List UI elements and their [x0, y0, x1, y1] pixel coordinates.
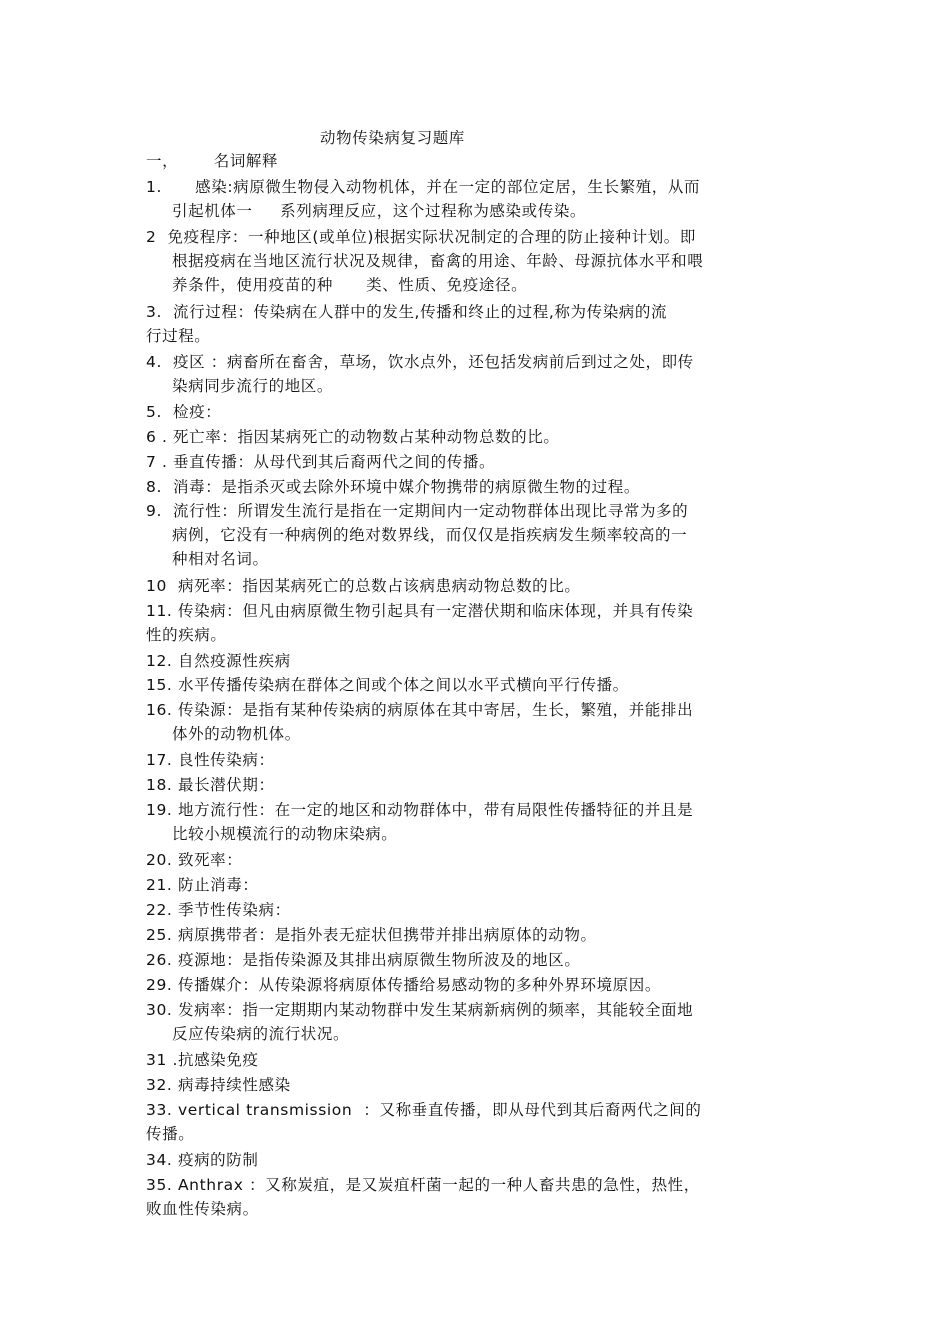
- text-line-l4b: 染病同步流行的地区。: [172, 377, 334, 395]
- text-line-l16a: 16. 传染源：是指有某种传染病的病原体在其中寄居，生长，繁殖，并能排出: [146, 701, 694, 719]
- text-line-l3b: 行过程。: [146, 327, 211, 345]
- text-line-l20: 20. 致死率：: [146, 851, 243, 869]
- section-number: 一，: [146, 152, 179, 170]
- text-line-l2b: 根据疫病在当地区流行状况及规律，畜禽的用途、年龄、母源抗体水平和喂: [172, 252, 704, 270]
- text-line-l15: 15. 水平传播传染病在群体之间或个体之间以水平式横向平行传播。: [146, 676, 629, 694]
- text-line-l8: 8. 消毒：是指杀灭或去除外环境中媒介物携带的病原微生物的过程。: [146, 478, 640, 496]
- section-label: 名词解释: [213, 152, 279, 170]
- text-line-l33b: 传播。: [146, 1125, 195, 1143]
- text-line-l17: 17. 良性传染病：: [146, 751, 275, 769]
- text-line-l2c: 养条件，使用疫苗的种 类、性质、免疫途径。: [172, 276, 528, 294]
- text-line-l10: 10 病死率：指因某病死亡的总数占该病患病动物总数的比。: [146, 577, 581, 595]
- text-line-l4a: 4. 疫区 ：病畜所在畜舍，草场，饮水点外，还包括发病前后到过之处，即传: [146, 353, 694, 371]
- text-line-l3a: 3. 流行过程：传染病在人群中的发生,传播和终止的过程,称为传染病的流: [146, 303, 668, 321]
- text-line-l32: 32. 病毒持续性感染: [146, 1076, 291, 1094]
- text-line-l6: 6 . 死亡率：指因某病死亡的动物数占某种动物总数的比。: [146, 428, 560, 446]
- text-line-l2a: 2 免疫程序：一种地区(或单位)根据实际状况制定的合理的防止接种计划。即: [146, 228, 697, 246]
- text-line-l22: 22. 季节性传染病：: [146, 901, 291, 919]
- text-line-l12: 12. 自然疫源性疾病: [146, 652, 291, 670]
- text-line-l33a: 33. vertical transmission ：又称垂直传播，即从母代到其后裔两代之间的: [146, 1101, 702, 1119]
- text-line-l21: 21. 防止消毒：: [146, 876, 259, 894]
- text-line-l18: 18. 最长潜伏期：: [146, 776, 275, 794]
- section-heading: [146, 150, 278, 172]
- text-line-l11a: 11. 传染病：但凡由病原微生物引起具有一定潜伏期和临床体现，并具有传染: [146, 602, 694, 620]
- text-line-l19b: 比较小规模流行的动物床染病。: [172, 825, 398, 843]
- text-line-l35a: 35. Anthrax ：又称炭疽，是又炭疽杆菌一起的一种人畜共患的急性，热性，: [146, 1176, 700, 1194]
- text-line-l30b: 反应传染病的流行状况。: [172, 1025, 350, 1043]
- text-line-l9c: 种相对名词。: [172, 550, 269, 568]
- text-line-l1a: 1. 感染:病原微生物侵入动物机体，并在一定的部位定居，生长繁殖，从而: [146, 178, 701, 196]
- text-line-l11b: 性的疾病。: [146, 626, 227, 644]
- text-line-l1b: 引起机体一 系列病理反应，这个过程称为感染或传染。: [172, 202, 587, 220]
- text-line-l9a: 9. 流行性：所谓发生流行是指在一定期间内一定动物群体出现比寻常为多的: [146, 502, 689, 520]
- document-title: 动物传染病复习题库: [320, 129, 465, 147]
- text-line-l19a: 19. 地方流行性：在一定的地区和动物群体中，带有局限性传播特征的并且是: [146, 801, 694, 819]
- text-line-l25: 25. 病原携带者：是指外表无症状但携带并排出病原体的动物。: [146, 926, 597, 944]
- text-line-l34: 34. 疫病的防制: [146, 1151, 259, 1169]
- text-line-l16b: 体外的动物机体。: [172, 725, 301, 743]
- text-line-l5: 5. 检疫：: [146, 403, 222, 421]
- text-line-l29: 29. 传播媒介：从传染源将病原体传播给易感动物的多种外界环境原因。: [146, 976, 661, 994]
- text-line-l30a: 30. 发病率：指一定期期内某动物群中发生某病新病例的频率，其能较全面地: [146, 1001, 694, 1019]
- text-line-l7: 7 . 垂直传播：从母代到其后裔两代之间的传播。: [146, 453, 496, 471]
- text-line-l26: 26. 疫源地：是指传染源及其排出病原微生物所波及的地区。: [146, 951, 581, 969]
- text-line-l31: 31 .抗感染免疫: [146, 1051, 259, 1069]
- text-line-l9b: 病例，它没有一种病例的绝对数界线，而仅仅是指疾病发生频率较高的一: [172, 526, 688, 544]
- text-line-l35b: 败血性传染病。: [146, 1200, 259, 1218]
